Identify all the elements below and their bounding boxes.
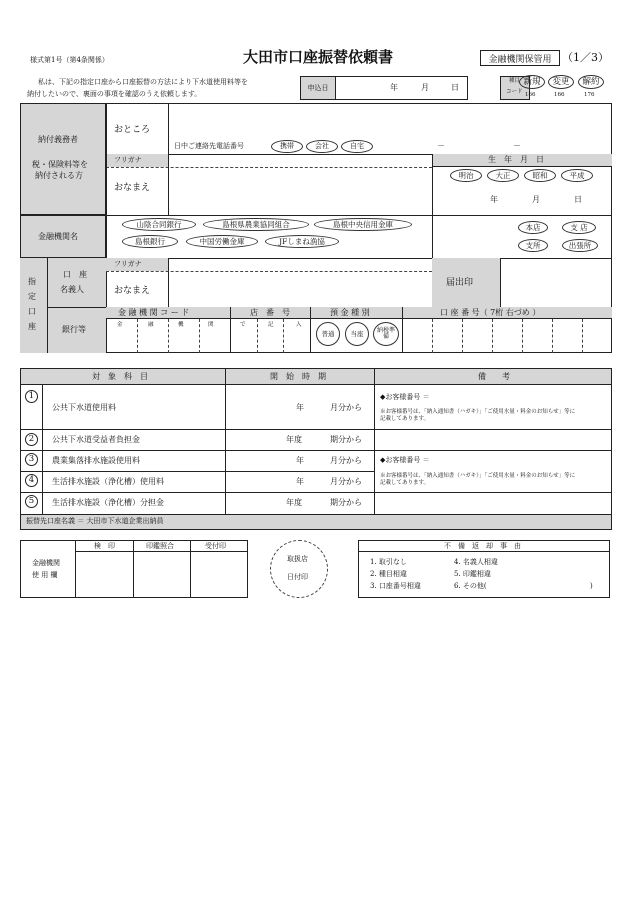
bank-jf-shimane[interactable]: JFしまね漁協	[265, 235, 339, 248]
return-reasons-header: 不 備 返 却 事 由	[444, 542, 521, 550]
payer-label-1: 納付義務者	[38, 135, 78, 144]
reason-name-mismatch: 4. 名義人相違	[454, 558, 498, 566]
date-stamp-circle	[270, 540, 328, 598]
birth-month-unit: 月	[532, 195, 540, 204]
birth-header: 生 年 月 日	[488, 155, 544, 164]
item-2-unit-period: 期分から	[330, 435, 362, 444]
code-sub-3: 機	[178, 322, 184, 328]
reason-type-mismatch: 2. 種目相違	[370, 570, 407, 578]
item-5-unit-period: 期分から	[330, 498, 362, 507]
bank-shimane-ja[interactable]: 島根県農業協同組合	[203, 218, 309, 231]
phone-type-work[interactable]: 会社	[306, 140, 338, 153]
bank-san-in-godo[interactable]: 山陰合同銀行	[122, 218, 196, 231]
deposit-type-ordinary[interactable]: 普通	[316, 322, 340, 346]
application-date-label: 申込日	[300, 76, 336, 100]
bank-shimane-chuo[interactable]: 島根中央信用金庫	[314, 218, 412, 231]
bank-use-col-receipt: 受付印	[205, 542, 226, 550]
date-month-unit: 月	[421, 83, 429, 92]
account-number-header: 口 座 番 号（ 7桁 右づめ ）	[440, 308, 541, 317]
account-side-4: 座	[28, 322, 36, 331]
items-header-start: 開 始 時 期	[270, 372, 326, 381]
option-new[interactable]: 新規	[519, 75, 545, 89]
item-4-unit-year: 年	[296, 477, 304, 486]
date-year-unit: 年	[390, 83, 398, 92]
payer-furigana-field[interactable]	[168, 155, 432, 167]
option-new-code: 166	[525, 92, 536, 98]
bank-etc-label: 銀行等	[62, 325, 86, 334]
reason-account-number-mismatch: 3. 口座番号相違	[370, 582, 421, 590]
reason-no-account: 1. 取引なし	[370, 558, 407, 566]
customer-number-note-2b: 記載してあります。	[380, 480, 430, 486]
reason-other: 6. その他(	[454, 582, 487, 590]
branch-type-subbranch[interactable]: 支所	[518, 239, 548, 252]
type-code-label-2: コード	[506, 89, 523, 95]
item-4-name: 生活排水施設（浄化槽）使用料	[52, 477, 164, 486]
items-header-subject: 対 象 科 目	[92, 372, 148, 381]
item-2-name: 公共下水道受益者負担金	[52, 435, 140, 444]
option-cancel-code: 176	[584, 92, 595, 98]
item-5-number: 5	[25, 495, 38, 508]
era-heisei[interactable]: 平成	[561, 169, 593, 182]
account-side-2: 定	[28, 292, 36, 301]
birth-day-unit: 日	[574, 195, 582, 204]
era-showa[interactable]: 昭和	[524, 169, 556, 182]
furigana-label: フリガナ	[114, 156, 142, 164]
payer-label-2: 税・保険料等を	[32, 160, 88, 169]
name-label: おなまえ	[114, 183, 151, 193]
type-code-label-1: 種目	[509, 78, 521, 84]
bank-use-col-seal-check: 印鑑照合	[146, 542, 174, 550]
code-sub-4: 関	[208, 322, 214, 328]
customer-number-note-1: ※お客様番号は、「納入通知書（ハガキ）」「ご使用水量・料金のお知らせ」等に	[380, 409, 576, 415]
address-label: おところ	[114, 125, 151, 135]
era-meiji[interactable]: 明治	[450, 169, 482, 182]
deposit-type-header: 預 金 種 別	[330, 308, 370, 317]
transfer-account-name: 振替先口座名義 ＝ 大田市下水道企業出納員	[26, 517, 164, 525]
item-1-unit-year: 年	[296, 403, 304, 412]
option-change[interactable]: 変更	[548, 75, 574, 89]
account-furigana-label: フリガナ	[114, 260, 142, 268]
account-number-input[interactable]	[403, 320, 611, 352]
item-3-start-field[interactable]	[226, 451, 373, 470]
bank-chugoku-rokin[interactable]: 中国労働金庫	[186, 235, 258, 248]
branch-sub-1: で	[240, 322, 246, 328]
option-change-code: 166	[554, 92, 565, 98]
account-side-1: 指	[28, 277, 36, 286]
customer-number-note-1b: 記載してあります。	[380, 416, 430, 422]
item-3-number: 3	[25, 453, 38, 466]
item-2-unit-year: 年度	[286, 435, 302, 444]
era-taisho[interactable]: 大正	[487, 169, 519, 182]
bank-code-header: 金 融 機 関 コ ー ド	[118, 308, 190, 317]
holder-label-2: 名義人	[60, 285, 84, 294]
payer-name-field[interactable]	[168, 168, 432, 214]
item-5-unit-year: 年度	[286, 498, 302, 507]
branch-sub-3: 入	[296, 322, 302, 328]
page-title: 大田市口座振替依頼書	[243, 48, 394, 66]
branch-type-branch[interactable]: 支 店	[562, 221, 596, 234]
item-1-name: 公共下水道使用料	[52, 403, 116, 412]
item-5-name: 生活排水施設（浄化槽）分担金	[52, 498, 164, 507]
item-4-unit-month: 月分から	[330, 477, 362, 486]
bank-section-label: 金融機関名	[38, 232, 78, 241]
account-name-label: おなまえ	[114, 286, 151, 296]
holder-label-1: 口 座	[63, 270, 87, 279]
deposit-type-tax[interactable]: 納税準備	[373, 322, 399, 346]
copy-label: 金融機関保管用	[480, 50, 560, 66]
phone-separator-2: －	[513, 141, 521, 150]
bank-use-label-1: 金融機関	[32, 559, 60, 567]
bank-use-label-2: 使 用 欄	[32, 571, 58, 579]
item-5-start-field[interactable]	[226, 493, 373, 513]
item-1-unit-month: 月分から	[330, 403, 362, 412]
bank-code-input[interactable]	[107, 320, 229, 352]
page-indicator: （1／3）	[562, 51, 609, 64]
intro-line-2: 納付したいので、裏面の事項を確認のうえ依頼します。	[27, 90, 202, 98]
item-1-number: 1	[25, 390, 38, 403]
birth-year-unit: 年	[490, 195, 498, 204]
item-2-start-field[interactable]	[226, 430, 373, 449]
seal-field[interactable]	[501, 259, 611, 306]
branch-code-input[interactable]	[231, 320, 309, 352]
seal-label: 届出印	[446, 278, 474, 288]
items-header-notes: 備 考	[478, 372, 510, 381]
phone-type-mobile[interactable]: 携帯	[271, 140, 303, 153]
customer-number-label-2: ◆お客様番号 ＝	[380, 456, 430, 464]
item-3-unit-month: 月分から	[330, 456, 362, 465]
date-day-unit: 日	[451, 83, 459, 92]
code-sub-1: 金	[117, 322, 123, 328]
deposit-type-checking[interactable]: 当座	[345, 322, 369, 346]
customer-number-label-1: ◆お客様番号 ＝	[380, 393, 430, 401]
intro-line-1: 私は、下記の指定口座から口座振替の方法により下水道使用料等を	[38, 78, 248, 86]
item-4-start-field[interactable]	[226, 472, 373, 491]
payer-section-label	[20, 103, 106, 215]
bank-use-col-inspection: 検 印	[94, 542, 115, 550]
date-stamp-label-2: 日付印	[287, 573, 308, 581]
option-cancel[interactable]: 解約	[578, 75, 604, 89]
item-3-unit-year: 年	[296, 456, 304, 465]
code-sub-2: 融	[148, 322, 154, 328]
bank-shimane-ginko[interactable]: 島根銀行	[122, 235, 178, 248]
form-number: 様式第1号（第4条関係）	[30, 56, 109, 64]
customer-number-note-2: ※お客様番号は、「納入通知書（ハガキ）」「ご使用水量・料金のお知らせ」等に	[380, 473, 576, 479]
date-stamp-label-1: 取扱店	[287, 555, 308, 563]
reason-seal-mismatch: 5. 印鑑相違	[454, 570, 491, 578]
account-furigana-field[interactable]	[168, 259, 432, 271]
account-name-field[interactable]	[168, 272, 432, 306]
branch-type-main[interactable]: 本店	[518, 221, 548, 234]
phone-separator-1: －	[437, 141, 445, 150]
branch-type-office[interactable]: 出張所	[562, 239, 598, 252]
item-4-number: 4	[25, 474, 38, 487]
branch-code-header: 店 番 号	[250, 308, 290, 317]
item-3-name: 農業集落排水施設使用料	[52, 456, 140, 465]
item-2-number: 2	[25, 433, 38, 446]
reason-other-close: )	[590, 582, 593, 590]
branch-sub-2: 記	[268, 322, 274, 328]
payer-label-3: 納付される方	[35, 171, 83, 180]
item-1-start-field[interactable]	[226, 386, 373, 429]
phone-label: 日中ご連絡先電話番号	[174, 142, 244, 150]
account-side-3: 口	[28, 307, 36, 316]
phone-type-home[interactable]: 自宅	[341, 140, 373, 153]
